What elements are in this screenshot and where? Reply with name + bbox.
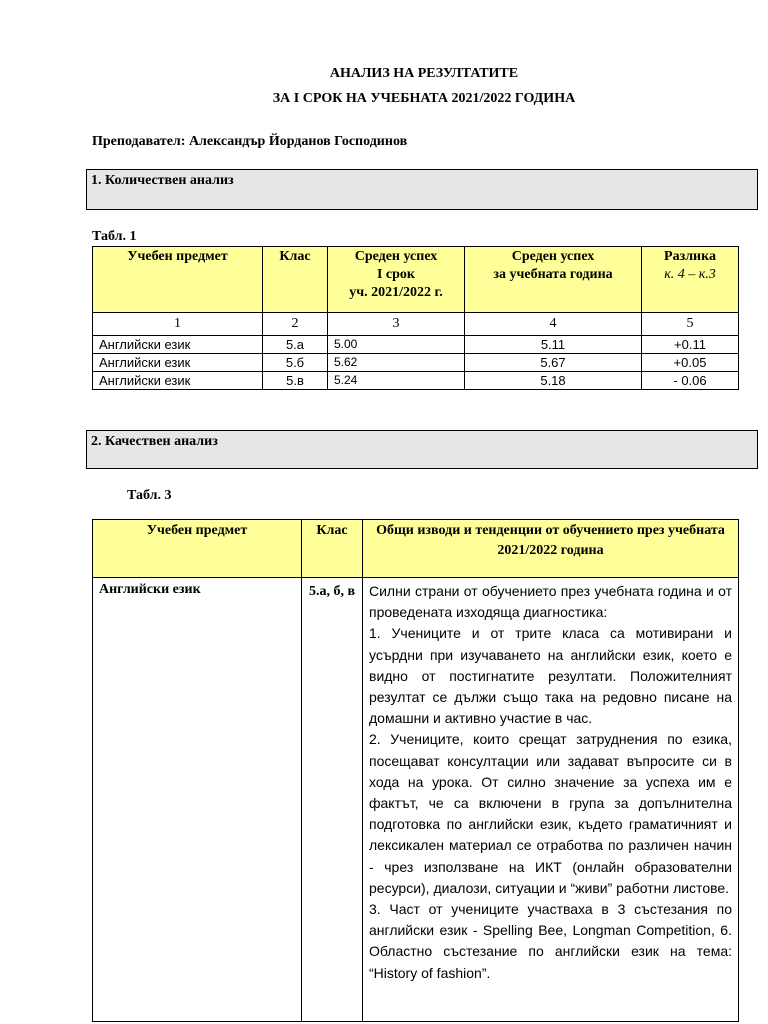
header-avg-term: Среден успех I срок уч. 2021/2022 г. [328, 247, 465, 313]
header-difference: Разлика к. 4 – к.3 [642, 247, 739, 313]
table-row [93, 336, 739, 354]
section-qualitative-heading [86, 430, 758, 469]
header-conclusions: Общи изводи и тенденции от обучението през учебната 2021/2022 година [363, 520, 739, 578]
document-title: АНАЛИЗ НА РЕЗУЛТАТИТЕ [329, 66, 519, 81]
table-header-row [93, 247, 739, 313]
conclusion-paragraph: 3. Част от учениците участваха в 3 състезания по английски език - Spelling Bee, Longman Competition, 6. Областно състезание по английски език на тема: “History of fashion”. [369, 901, 732, 981]
table3-caption: Табл. 3 [127, 488, 172, 503]
column-number: 1 [93, 313, 263, 336]
cell-subject: Английски език [93, 578, 302, 1022]
section-heading-text: 1. Количествен анализ [91, 173, 234, 188]
column-number: 2 [263, 313, 328, 336]
column-number: 4 [465, 313, 642, 336]
header-class: Клас [302, 520, 363, 578]
header-subject: Учебен предмет [93, 247, 263, 313]
conclusion-paragraph: 2. Учениците, които срещат затруднения по езика, посещават консултации или задават въпросите си в хода на урока. От силно значение за успеха им е фактът, че са включени в група за допълнителна подготовка по английски език, където граматичният и лексикален материал се отработва по различен начин - чрез използване на ИКТ (онлайн образователни ресурси), диалози, ситуации и “живи” работни листове. [369, 731, 732, 896]
cell-avg-year: 5.67 [465, 354, 642, 372]
cell-avg-year: 5.18 [465, 372, 642, 390]
cell-class: 5.а [263, 336, 328, 354]
cell-difference: +0.11 [642, 336, 739, 354]
header-subject: Учебен предмет [93, 520, 302, 578]
cell-subject: Английски език [93, 372, 263, 390]
cell-difference: +0.05 [642, 354, 739, 372]
cell-avg-term: 5.24 [328, 372, 465, 390]
cell-difference: - 0.06 [642, 372, 739, 390]
header-avg-year: Среден успех за учебната година [465, 247, 642, 313]
header-class: Клас [263, 247, 328, 313]
cell-class: 5.б [263, 354, 328, 372]
cell-class: 5.а, б, в [302, 578, 363, 1022]
table-header-row [93, 520, 739, 578]
qualitative-table [92, 519, 739, 1022]
quantitative-table [92, 246, 739, 390]
column-number-row [93, 313, 739, 336]
table1-caption: Табл. 1 [92, 229, 137, 244]
cell-subject: Английски език [93, 336, 263, 354]
conclusion-paragraph: Силни страни от обучението през учебната година и от проведената изходяща диагностика: [369, 583, 732, 621]
cell-avg-term: 5.00 [328, 336, 465, 354]
cell-class: 5.в [263, 372, 328, 390]
table-row [93, 354, 739, 372]
section-heading-text: 2. Качествен анализ [91, 434, 218, 449]
column-number: 5 [642, 313, 739, 336]
conclusion-paragraph: 1. Учениците и от трите класа са мотивирани и усърдни при изучаването на английски език, което е видно от постигнатите резултати. Положителният резултат се дължи също така на редовно писане на домашни и активно участие в час. [369, 625, 732, 727]
table-row [93, 372, 739, 390]
column-number: 3 [328, 313, 465, 336]
document-subtitle: ЗА I СРОК НА УЧЕБНАТА 2021/2022 ГОДИНА [272, 91, 576, 106]
cell-subject: Английски език [93, 354, 263, 372]
teacher-name: Преподавател: Александър Йорданов Господинов [92, 134, 408, 149]
cell-conclusions [363, 578, 739, 1022]
cell-avg-year: 5.11 [465, 336, 642, 354]
section-quantitative-heading [86, 169, 758, 210]
cell-avg-term: 5.62 [328, 354, 465, 372]
table-row [93, 578, 739, 1022]
